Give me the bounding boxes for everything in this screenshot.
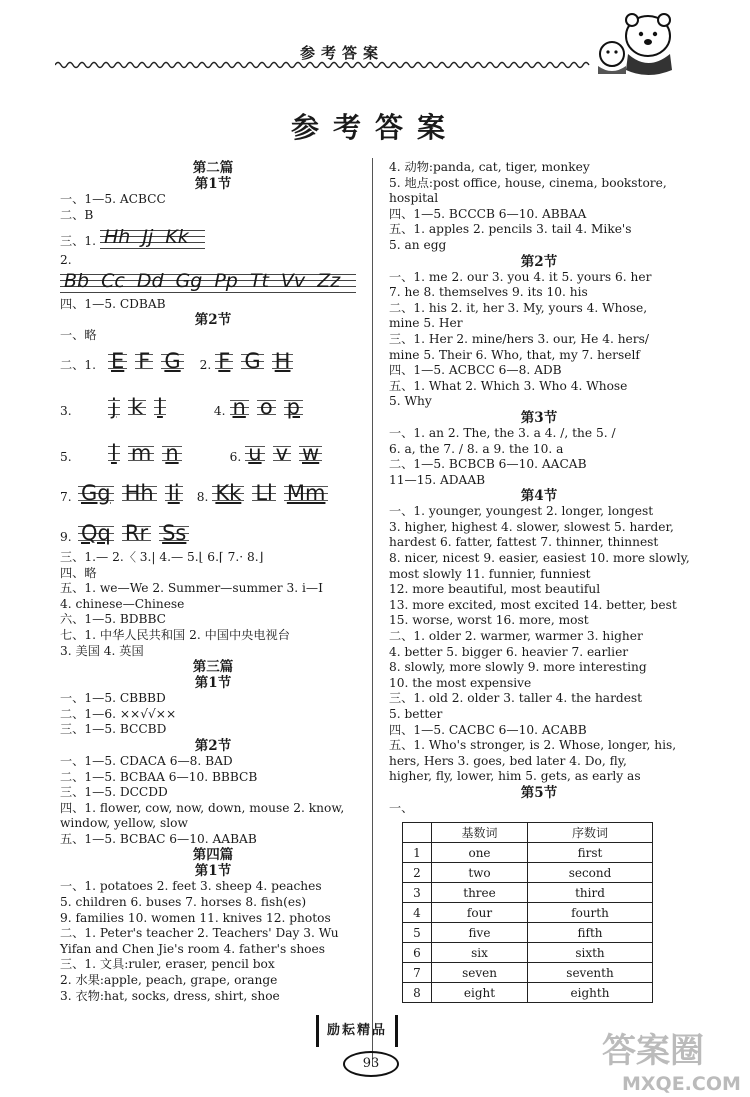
subsection-heading: 第2节: [520, 253, 558, 270]
letter-box: Qq: [78, 520, 114, 546]
page-title: 参考答案: [290, 111, 459, 144]
page-number: 93: [343, 1051, 399, 1077]
header-title: 参考答案: [300, 44, 385, 62]
section-heading: 第四篇: [192, 847, 234, 864]
answer-line: 二、B: [60, 207, 94, 222]
table-cell: 3: [403, 883, 432, 903]
table-cell: first: [528, 843, 653, 863]
letter-box: H: [272, 348, 294, 374]
item-number: 5.: [60, 450, 72, 465]
letter-box: v: [273, 440, 291, 466]
wavy-divider: [55, 60, 595, 70]
answer-line: 5. Why: [389, 394, 432, 409]
answer-line: 一、1. me 2. our 3. you 4. it 5. yours 6. her: [389, 269, 652, 284]
answer-line: hospital: [389, 191, 439, 206]
answer-line: 3. higher, highest 4. slower, slowest 5. harder,: [389, 519, 674, 534]
item-number: 9.: [60, 530, 72, 545]
subsection-heading: 第2节: [194, 737, 232, 754]
table-cell: 6: [403, 943, 432, 963]
answer-line: 四、1—5. CDBAB: [60, 296, 166, 311]
handwriting-letters: [100, 225, 205, 249]
letter-box: Kk: [212, 480, 244, 506]
item-number: 4.: [213, 404, 226, 419]
handwritten-letter: Jj: [142, 226, 154, 249]
table-row: [403, 863, 653, 883]
page-header: [0, 0, 750, 80]
answer-line: 15. worse, worst 16. more, most: [389, 613, 589, 628]
handwriting-letters: [60, 269, 356, 293]
table-row: [403, 883, 653, 903]
answer-line: 一、: [389, 800, 414, 815]
answer-line: Yifan and Chen Jie's room 4. father's shoes: [60, 941, 325, 956]
handwritten-letter: Pp: [214, 269, 238, 292]
table-cell: one: [432, 843, 528, 863]
handwritten-letter: Hh: [104, 226, 131, 249]
letter-box: Ss: [159, 520, 189, 546]
subsection-heading: 第5节: [520, 784, 558, 801]
letter-box: F: [135, 348, 153, 374]
table-header-cell: 序数词: [528, 823, 653, 843]
table-cell: second: [528, 863, 653, 883]
letter-box: k: [128, 394, 146, 420]
item-number: 2.: [60, 253, 72, 268]
table-cell: eighth: [528, 983, 653, 1003]
answer-line: 3. 美国 4. 英国: [60, 643, 144, 658]
answer-line: 一、1—5. ACBCC: [60, 192, 166, 206]
answer-line: 二、1. older 2. warmer, warmer 3. higher: [389, 629, 643, 644]
table-cell: eight: [432, 983, 528, 1003]
answer-line: 四、1. flower, cow, now, down, mouse 2. know,: [60, 800, 345, 815]
answer-line: 4. better 5. bigger 6. heavier 7. earlier: [389, 644, 629, 659]
item-number: 7.: [60, 490, 72, 505]
answer-line: 一、1—5. CDACA 6—8. BAD: [60, 753, 233, 768]
letter-box: G: [161, 348, 183, 374]
answer-line: 四、1—5. ACBCC 6—8. ADB: [389, 363, 562, 378]
answer-line: mine 5. Their 6. Who, that, my 7. herself: [389, 347, 640, 362]
answer-line: 5. 地点:post office, house, cinema, bookstore,: [389, 175, 667, 190]
table-cell: 2: [403, 863, 432, 883]
table-cell: six: [432, 943, 528, 963]
table-cell: 1: [403, 843, 432, 863]
handwritten-letter: Tt: [249, 269, 269, 292]
letter-box: u: [245, 440, 264, 466]
left-column: [60, 160, 366, 1004]
answer-line: 一、1. younger, youngest 2. longer, longest: [389, 504, 654, 519]
letter-box: G: [241, 348, 263, 374]
answer-line: 五、1. Who's stronger, is 2. Whose, longer, his,: [389, 738, 677, 753]
answer-line: 4. 动物:panda, cat, tiger, monkey: [389, 160, 590, 174]
letter-box: Mm: [284, 480, 329, 506]
letter-box: Rr: [122, 520, 151, 546]
answer-line: 2. 水果:apple, peach, grape, orange: [60, 973, 278, 988]
item-number: 8.: [196, 490, 209, 505]
bear-mascot-icon: [588, 10, 678, 78]
section-heading: 第三篇: [192, 659, 234, 676]
letter-box: o: [257, 394, 276, 420]
answer-line: 五、1. What 2. Which 3. Who 4. Whose: [389, 378, 628, 393]
table-cell: two: [432, 863, 528, 883]
answer-line: 五、1. we—We 2. Summer—summer 3. i—I: [60, 581, 323, 596]
subsection-heading: 第3节: [520, 409, 558, 426]
answer-line: 二、1. Peter's teacher 2. Teachers' Day 3. Wu: [60, 926, 339, 941]
letter-box: Hh: [122, 480, 157, 506]
answer-line: 二、1—5. BCBAA 6—10. BBBCB: [60, 769, 258, 784]
subsection-heading: 第1节: [194, 176, 232, 192]
answer-line: 一、略: [60, 328, 97, 343]
answer-line: 5. children 6. buses 7. horses 8. fish(es): [60, 895, 307, 910]
answer-line: 五、1. apples 2. pencils 3. tail 4. Mike's: [389, 222, 632, 237]
table-cell: 5: [403, 923, 432, 943]
item-number: 3.: [60, 404, 72, 419]
table-cell: fourth: [528, 903, 653, 923]
letter-box: Ll: [252, 480, 276, 506]
answer-line: 三、1. old 2. older 3. taller 4. the hardest: [389, 691, 643, 706]
answer-line: 二、1—5. BCBCB 6—10. AACAB: [389, 457, 587, 472]
answer-line: 4. chinese—Chinese: [60, 596, 185, 611]
table-row: [403, 983, 653, 1003]
handwritten-letter: Gg: [175, 269, 203, 292]
answer-line: 三、1—5. BCCBD: [60, 722, 167, 737]
table-header-cell: 基数词: [432, 823, 528, 843]
letter-boxes-row: [60, 466, 366, 506]
answer-line: 三、1.— 2.〈 3.| 4.— 5.⌊ 6.⌈ 7.· 8.⌋: [60, 549, 264, 564]
answer-line: 11—15. ADAAB: [389, 472, 486, 487]
table-cell: fifth: [528, 923, 653, 943]
table-cell: third: [528, 883, 653, 903]
answer-line: hers, Hers 3. goes, bed later 4. Do, fly,: [389, 753, 627, 768]
handwriting-row: [60, 269, 366, 293]
table-row: [403, 963, 653, 983]
answer-line: 一、1—5. CBBBD: [60, 691, 166, 706]
letter-box: Gg: [78, 480, 114, 506]
handwriting-row: [60, 225, 366, 249]
letter-box: n: [230, 394, 249, 420]
handwritten-letter: Kk: [165, 226, 189, 249]
answer-line: 二、1. his 2. it, her 3. My, yours 4. Whose,: [389, 300, 648, 315]
table-header-row: [403, 823, 653, 843]
right-column: [389, 160, 689, 817]
answer-line: 二、1—6. ××√√××: [60, 706, 177, 721]
letter-box: l: [154, 394, 166, 420]
letter-boxes-row: [60, 420, 366, 466]
answer-line: mine 5. Her: [389, 316, 463, 331]
section-heading: 第二篇: [192, 160, 234, 176]
handwritten-letter: Dd: [136, 269, 164, 292]
column-divider: [372, 158, 373, 1066]
subsection-heading: 第1节: [194, 675, 232, 692]
brand-logo: 励耘精品: [316, 1015, 398, 1047]
table-header-cell: [403, 823, 432, 843]
answer-line: 10. the most expensive: [389, 675, 532, 690]
letter-box: j: [108, 394, 120, 420]
table-cell: five: [432, 923, 528, 943]
answer-line: 三、1. Her 2. mine/hers 3. our, He 4. hers/: [389, 331, 649, 346]
letter-boxes-row: [60, 344, 366, 374]
table-cell: four: [432, 903, 528, 923]
answer-line: 8. nicer, nicest 9. easier, easiest 10. more slowly,: [389, 551, 690, 566]
answer-line: hardest 6. fatter, fattest 7. thinner, thinnest: [389, 535, 659, 550]
table-cell: seventh: [528, 963, 653, 983]
answer-line: most slowly 11. funnier, funniest: [389, 566, 591, 581]
item-number: 二、1.: [60, 358, 97, 373]
letter-boxes-row: [60, 506, 366, 546]
answer-line: 13. more excited, most excited 14. better, best: [389, 597, 677, 612]
answer-line: 5. better: [389, 707, 443, 721]
answer-line: 五、1—5. BCBAC 6—10. AABAB: [60, 831, 257, 846]
answer-line: 6. a, the 7. / 8. a 9. the 10. a: [389, 441, 564, 456]
answer-line: 四、略: [60, 565, 97, 580]
answer-line: 四、1—5. CACBC 6—10. ACABB: [389, 722, 587, 737]
table-cell: seven: [432, 963, 528, 983]
answer-line: higher, fly, lower, him 5. gets, as early as: [389, 769, 641, 784]
answer-line: 3. 衣物:hat, socks, dress, shirt, shoe: [60, 988, 280, 1003]
answer-line: 12. more beautiful, most beautiful: [389, 582, 601, 597]
subsection-heading: 第2节: [194, 312, 232, 329]
table-cell: 7: [403, 963, 432, 983]
handwritten-letter: Zz: [317, 269, 341, 292]
answer-line: 5. an egg: [389, 237, 447, 252]
handwritten-letter: Cc: [101, 269, 125, 292]
letter-box: m: [128, 440, 154, 466]
answer-line: 七、1. 中华人民共和国 2. 中国中央电视台: [60, 627, 290, 642]
table-cell: 8: [403, 983, 432, 1003]
answer-line: window, yellow, slow: [60, 816, 188, 831]
table-row: [403, 843, 653, 863]
answer-line: 三、1—5. DCCDD: [60, 785, 168, 800]
ordinal-numbers-table: [402, 822, 653, 1003]
watermark-url: MXQE.COM: [622, 1073, 741, 1095]
item-number: 2.: [199, 358, 212, 373]
answer-line: 一、1. an 2. The, the 3. a 4. /, the 5. /: [389, 425, 616, 440]
answer-line: 三、1. 文具:ruler, eraser, pencil box: [60, 957, 275, 972]
letter-box: l: [108, 440, 120, 466]
table-row: [403, 903, 653, 923]
letter-box: Ii: [165, 480, 183, 506]
letter-boxes-row: [60, 374, 366, 420]
table-row: [403, 923, 653, 943]
letter-box: n: [162, 440, 181, 466]
table-cell: three: [432, 883, 528, 903]
table-row: [403, 943, 653, 963]
answer-line: 四、1—5. BCCCB 6—10. ABBAA: [389, 206, 587, 221]
table-cell: sixth: [528, 943, 653, 963]
handwritten-letter: Bb: [64, 269, 90, 292]
answer-line: 六、1—5. BDBBC: [60, 612, 167, 627]
handwritten-letter: Vv: [280, 269, 306, 292]
answer-line: 7. he 8. themselves 9. its 10. his: [389, 285, 588, 300]
letter-box: F: [215, 348, 233, 374]
answer-line: 一、1. potatoes 2. feet 3. sheep 4. peaches: [60, 879, 322, 894]
subsection-heading: 第1节: [194, 863, 232, 880]
letter-box: p: [284, 394, 303, 420]
item-number: 6.: [229, 450, 242, 465]
item-number: 三、1.: [60, 233, 97, 248]
watermark: 答案圈: [602, 1031, 704, 1071]
subsection-heading: 第4节: [520, 488, 558, 505]
answer-line: 9. families 10. women 11. knives 12. photos: [60, 910, 331, 925]
letter-box: w: [299, 440, 322, 466]
table-cell: 4: [403, 903, 432, 923]
letter-box: E: [108, 348, 127, 374]
answer-line: 8. slowly, more slowly 9. more interesting: [389, 660, 647, 675]
